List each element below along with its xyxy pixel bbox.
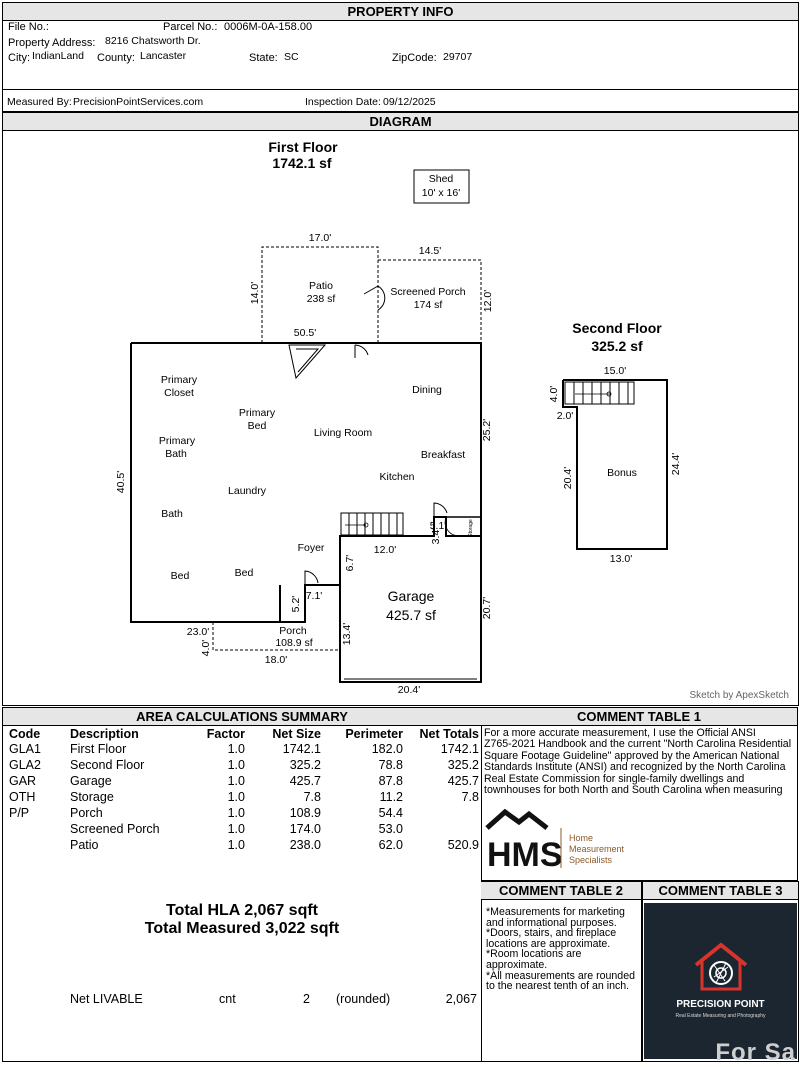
- storage-height-dim: 3.4': [430, 527, 442, 545]
- row-description: Porch: [70, 806, 103, 820]
- comment-line: *All measurements are rounded: [486, 969, 635, 982]
- patio-top-dim: 17.0': [308, 232, 332, 244]
- comment-table-3: [642, 881, 799, 1066]
- first-floor-area: 1742.1 sf: [272, 155, 332, 171]
- comment-table-2-text: [481, 900, 641, 992]
- comment-table-1: [481, 707, 798, 881]
- net-livable-cnt: cnt: [219, 992, 236, 1006]
- inspection-date-label: Inspection Date:: [305, 96, 381, 108]
- patio-left-dim: 14.0': [249, 281, 261, 305]
- parcel-value: 0006M-0A-158.00: [224, 21, 313, 33]
- screened-porch-door: [364, 286, 385, 310]
- row-factor: 1.0: [227, 742, 245, 756]
- svg-text:HMS: HMS: [487, 836, 563, 874]
- shed-size: 10' x 16': [421, 187, 461, 199]
- row-perimeter: 78.8: [378, 758, 403, 772]
- county-value: Lancaster: [140, 50, 187, 62]
- state-value: SC: [284, 51, 299, 63]
- svg-text:Measurement: Measurement: [569, 844, 625, 854]
- row-net-size: 238.0: [289, 838, 321, 852]
- row-perimeter: 182.0: [371, 742, 403, 756]
- comment-line: Z765-2021 Handbook and the current "North Carolina Residential: [484, 738, 792, 751]
- comment-line: For a more accurate measurement, I use the Official ANSI: [484, 727, 756, 739]
- second-top-dim: 15.0': [603, 365, 627, 377]
- row-net-size: 174.0: [289, 822, 321, 836]
- screened-right-dim: 12.0': [482, 289, 494, 313]
- first-floor-stairs: [341, 513, 403, 535]
- sketch-credit: Sketch by ApexSketch: [689, 690, 789, 701]
- row-net-total: 325.2: [447, 758, 479, 772]
- precision-point-name: PRECISION POINT: [676, 999, 765, 1010]
- zip-value: 29707: [443, 51, 473, 63]
- row-perimeter: 54.4: [378, 806, 403, 820]
- primary-bath-label-2: Bath: [165, 448, 187, 460]
- table-row: [9, 805, 479, 821]
- row-perimeter: 11.2: [379, 790, 403, 804]
- header-code: Code: [9, 726, 41, 741]
- garage-step-dim: 6.7': [344, 554, 356, 572]
- row-perimeter: 53.0: [378, 822, 403, 836]
- row-net-size: 108.9: [289, 806, 321, 820]
- row-net-total: [403, 821, 479, 837]
- measured-by-label: Measured By:: [7, 96, 72, 108]
- row-description: Second Floor: [70, 758, 145, 772]
- row-code: OTH: [9, 790, 36, 804]
- kitchen-garage-door: [434, 503, 447, 517]
- patio-label: Patio: [309, 280, 333, 292]
- comment-table-2-title: COMMENT TABLE 2: [481, 882, 641, 900]
- row-net-size: 325.2: [289, 758, 321, 772]
- city-label: City:: [8, 52, 30, 64]
- storage-door: [445, 517, 460, 536]
- comment-line: Square Footage Guideline" approved by the American National: [484, 749, 780, 762]
- svg-text:Specialists: Specialists: [569, 855, 613, 865]
- row-net-total: 425.7: [447, 774, 479, 788]
- bed-label-1: Bed: [170, 570, 190, 582]
- kitchen-label: Kitchen: [379, 471, 415, 483]
- breakfast-label: Breakfast: [420, 449, 466, 461]
- precision-point-tagline: Real Estate Measuring and Photography: [675, 1013, 766, 1019]
- comment-table-1-title: COMMENT TABLE 1: [481, 708, 797, 726]
- property-info-title: PROPERTY INFO: [3, 3, 798, 21]
- bonus-label: Bonus: [607, 467, 637, 479]
- foyer-step-height-dim: 5.2': [290, 595, 302, 613]
- stair-width-dim: 12.0': [373, 544, 397, 556]
- comment-line: Standards Institute (ANSI) and recognized by the North Carolina: [484, 761, 786, 774]
- row-net-total: [403, 805, 479, 821]
- row-net-size: 425.7: [289, 774, 321, 788]
- row-factor: 1.0: [227, 790, 245, 804]
- porch-area: 108.9 sf: [275, 637, 313, 649]
- first-floor-title: First Floor: [268, 139, 338, 155]
- comment-table-2: [481, 881, 642, 1062]
- row-perimeter: 87.8: [378, 774, 403, 788]
- house-left-dim: 40.5': [115, 470, 127, 494]
- row-net-total: 7.8: [461, 790, 479, 804]
- patio-area: 238 sf: [306, 293, 336, 305]
- row-factor: 1.0: [227, 774, 245, 788]
- second-right-dim: 24.4': [670, 452, 682, 476]
- table-row: [9, 773, 479, 789]
- bath-label: Bath: [161, 508, 183, 520]
- row-net-size: 7.8: [303, 790, 321, 804]
- header-net-totals: Net Totals: [419, 726, 479, 741]
- hms-logo: [485, 806, 635, 876]
- second-step-dim: 2.0': [556, 410, 574, 422]
- net-livable-row: [3, 992, 481, 1008]
- shed-label: Shed: [428, 173, 454, 185]
- bed-label-2: Bed: [234, 567, 254, 579]
- table-row: [9, 741, 479, 757]
- county-label: County:: [97, 52, 135, 64]
- total-hla: Total HLA 2,067 sqft: [165, 902, 319, 919]
- laundry-label: Laundry: [228, 485, 266, 497]
- row-description: Garage: [70, 774, 112, 788]
- storage-label: Storage: [468, 519, 474, 537]
- screened-porch-area: 174 sf: [413, 299, 443, 311]
- second-left-dim: 20.4': [562, 466, 574, 490]
- row-net-total: 1742.1: [440, 742, 479, 756]
- primary-bed-label-2: Bed: [247, 420, 267, 432]
- precision-point-logo: [644, 903, 797, 1059]
- area-calc-header-row: [9, 726, 479, 741]
- address-value: 8216 Chatsworth Dr.: [105, 35, 201, 47]
- row-code: P/P: [9, 806, 30, 820]
- zip-label: ZipCode:: [392, 52, 437, 64]
- fireplace: [289, 345, 325, 378]
- porch-bottom-dim: 18.0': [264, 654, 288, 666]
- foyer-label: Foyer: [297, 542, 325, 554]
- second-floor-stairs: [565, 382, 634, 404]
- city-value: IndianLand: [32, 50, 84, 62]
- row-description: First Floor: [70, 742, 127, 756]
- storage-width-dim: 5.1': [429, 520, 447, 532]
- comment-line: Real Estate Commission for single-family dwellings and: [484, 772, 745, 785]
- second-bottom-dim: 13.0': [609, 553, 633, 565]
- comment-line: approximate.: [486, 958, 548, 971]
- file-no-label: File No.:: [8, 21, 49, 33]
- garage-right-dim: 20.7': [481, 596, 493, 620]
- screened-porch-label: Screened Porch: [390, 286, 466, 298]
- table-row: [9, 789, 479, 805]
- row-net-size: 1742.1: [282, 742, 321, 756]
- comment-table-1-text: [481, 726, 797, 796]
- row-description: Storage: [70, 790, 114, 804]
- area-calc-section: [2, 707, 482, 1062]
- primary-closet-label-1: Primary: [160, 374, 198, 386]
- row-net-total: 520.9: [447, 838, 479, 852]
- foyer-step-width-dim: 7.1': [305, 590, 323, 602]
- net-livable-label: Net LIVABLE: [70, 992, 143, 1006]
- comment-line: to the nearest tenth of an inch.: [486, 980, 630, 993]
- area-calc-title: AREA CALCULATIONS SUMMARY: [3, 708, 481, 726]
- inspection-date-value: 09/12/2025: [383, 96, 436, 108]
- row-factor: 1.0: [227, 806, 245, 820]
- house-right-dim: 25.2': [481, 418, 493, 442]
- row-code: [9, 821, 70, 837]
- table-row: [9, 837, 479, 853]
- for-sale-watermark: For Sa: [715, 1039, 796, 1066]
- garage-label: Garage: [387, 588, 435, 604]
- total-measured: Total Measured 3,022 sqft: [144, 920, 340, 937]
- row-code: GAR: [9, 774, 37, 788]
- comment-line: *Room locations are: [486, 948, 582, 961]
- header-net-size: Net Size: [272, 726, 321, 741]
- row-code: GLA1: [9, 742, 41, 756]
- row-description: Screened Porch: [70, 822, 160, 836]
- living-room-label: Living Room: [313, 427, 373, 439]
- row-code: GLA2: [9, 758, 41, 772]
- row-factor: 1.0: [227, 822, 245, 836]
- primary-closet-label-2: Closet: [164, 387, 194, 399]
- garage-bottom-dim: 20.4': [397, 684, 421, 696]
- second-floor-outline: [563, 380, 667, 549]
- comment-line: *Measurements for marketing: [486, 906, 625, 918]
- comment-line: and informational purposes.: [486, 916, 617, 929]
- primary-bed-label-1: Primary: [238, 407, 276, 419]
- area-calc-table: [9, 726, 479, 853]
- net-livable-total: 2,067: [445, 992, 477, 1006]
- row-code: [9, 837, 70, 853]
- comment-table-3-title: COMMENT TABLE 3: [643, 882, 798, 900]
- porch-label: Porch: [279, 625, 307, 637]
- row-description: Patio: [70, 838, 99, 852]
- second-floor-area: 325.2 sf: [591, 338, 643, 354]
- dining-label: Dining: [412, 384, 442, 396]
- address-label: Property Address:: [8, 37, 96, 49]
- svg-text:Home: Home: [569, 833, 594, 843]
- state-label: State:: [249, 52, 278, 64]
- net-livable-rounded: (rounded): [336, 992, 391, 1006]
- garage-area: 425.7 sf: [386, 607, 436, 623]
- house-top-dim: 50.5': [293, 327, 317, 339]
- front-door: [305, 571, 318, 585]
- header-description: Description: [70, 726, 139, 741]
- comment-line: *Doors, stairs, and fireplace: [486, 927, 617, 940]
- second-floor-title: Second Floor: [572, 320, 662, 336]
- house-camera-icon: [692, 941, 750, 993]
- net-livable-count: 2: [303, 992, 310, 1006]
- row-perimeter: 62.0: [378, 838, 403, 852]
- storage-closet: [446, 517, 481, 536]
- porch-top-dim: 23.0': [186, 626, 210, 638]
- header-perimeter: Perimeter: [345, 726, 403, 741]
- comment-line: locations are approximate.: [486, 937, 611, 950]
- comment-line: townhouses for both North and South Carolina when measuring: [484, 784, 783, 797]
- primary-bath-label-1: Primary: [158, 435, 196, 447]
- parcel-label: Parcel No.:: [163, 21, 218, 33]
- row-factor: 1.0: [227, 758, 245, 772]
- second-stair-height-dim: 4.0': [548, 385, 560, 403]
- porch-height-dim: 4.0': [200, 639, 212, 657]
- table-row: [9, 757, 479, 773]
- diagram-title: DIAGRAM: [3, 113, 798, 131]
- header-factor: Factor: [206, 726, 245, 741]
- patio-door: [355, 345, 368, 358]
- screened-top-dim: 14.5': [418, 245, 442, 257]
- garage-left-dim: 13.4': [341, 622, 353, 646]
- table-row: [9, 821, 479, 837]
- measured-by-value: PrecisionPointServices.com: [73, 96, 204, 108]
- row-factor: 1.0: [227, 838, 245, 852]
